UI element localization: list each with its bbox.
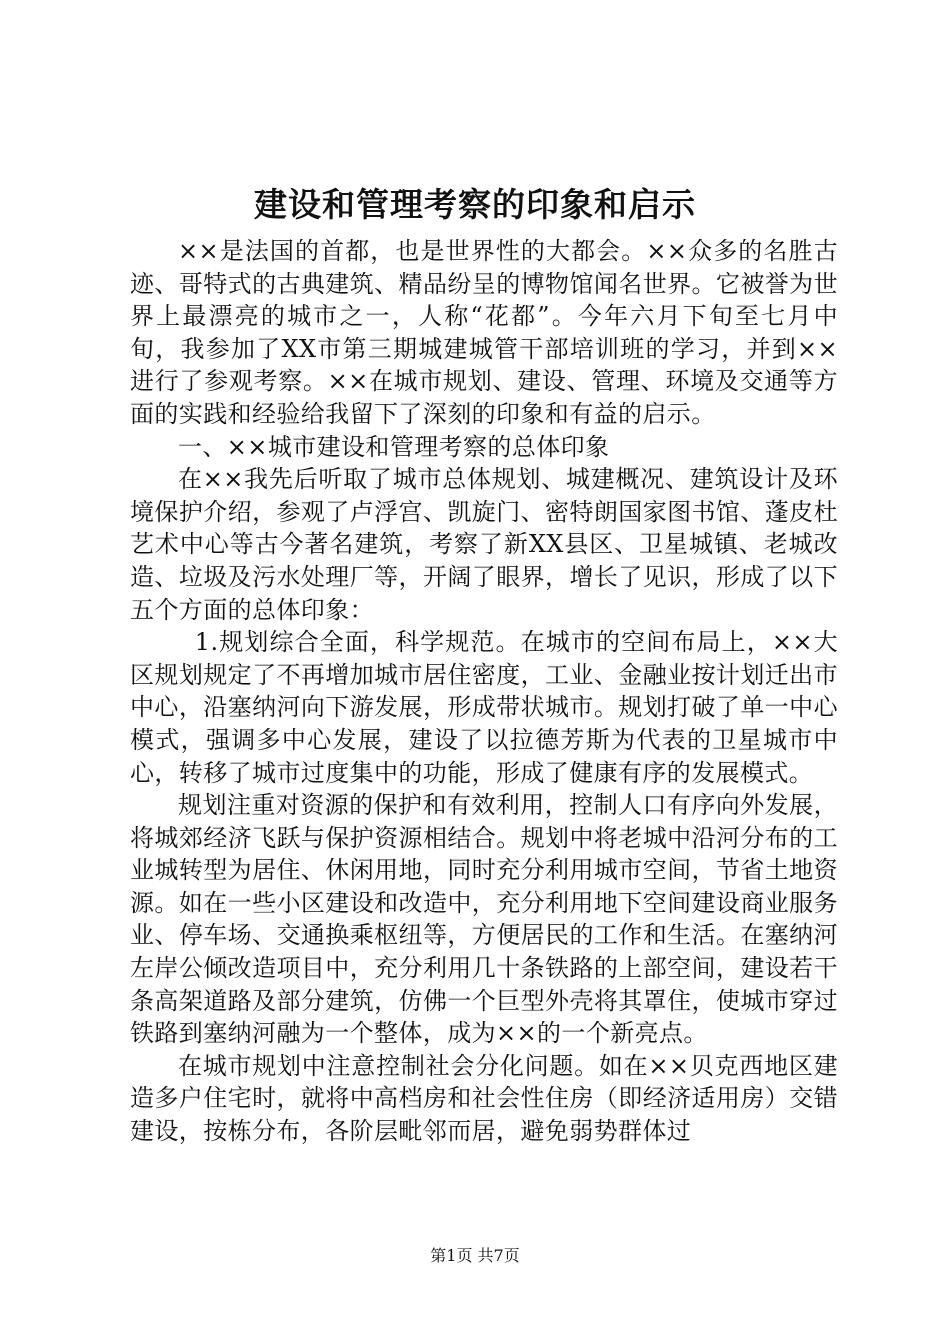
paragraph-social: 在城市规划中注意控制社会分化问题。如在××贝克西地区建造多户住宅时，就将中高档房和社会性住房（即经济适用房）交错建设，按栋分布，各阶层毗邻而居，避免弱势群体过 [130,1051,838,1146]
paragraph-overview: 在××我先后听取了城市总体规划、城建概况、建筑设计及环境保护介绍，参观了卢浮宫、凯旋门、密特朗国家图书馆、蓬皮杜艺术中心等古今著名建筑，考察了新XX县区、卫星城镇、老城改造、垃圾及污水处理厂等，开阔了眼界，增长了见识，形成了以下五个方面的总体印象： [130,465,838,624]
document-title: 建设和管理考察的印象和启示 [254,185,696,224]
section-heading-1: 一、××城市建设和管理考察的总体印象 [178,432,610,461]
paragraph-resources: 规划注重对资源的保护和有效利用，控制人口有序向外发展，将城郊经济飞跃与保护资源相结合。规划中将老城中沿河分布的工业城转型为居住、休闲用地，同时充分利用城市空间，节省土地资源。如在一些小区建设和改造中，充分利用地下空间建设商业服务业、停车场、交通换乘枢纽等，方便居民的工作和生活。在塞纳河左岸公倾改造项目中，充分利用几十条铁路的上部空间，建设若干条高架道路及部分建筑，仿佛一个巨型外壳将其罩住，使城市穿过铁路到塞纳河融为一个整体，成为××的一个新亮点。 [130,791,838,1048]
document-body [130,235,838,1148]
paragraph-point-1: 1.规划综合全面，科学规范。在城市的空间布局上，××大区规划规定了不再增加城市居住密度，工业、金融业按计划迁出市中心，沿塞纳河向下游发展，形成带状城市。规划打破了单一中心模式，强调多中心发展，建设了以拉德芳斯为代表的卫星城市中心，转移了城市过度集中的功能，形成了健康有序的发展模式。 [130,628,838,787]
page-footer: 第1页 共7页 [430,1246,520,1265]
paragraph-intro: ××是法国的首都，也是世界性的大都会。××众多的名胜古迹、哥特式的古典建筑、精品纷呈的博物馆闻名世界。它被誉为世界上最漂亮的城市之一，人称“花都”。今年六月下旬至七月中旬，我参加了XX市第三期城建城管干部培训班的学习，并到××进行了参观考察。××在城市规划、建设、管理、环境及交通等方面的实践和经验给我留下了深刻的印象和有益的启示。 [130,237,838,428]
